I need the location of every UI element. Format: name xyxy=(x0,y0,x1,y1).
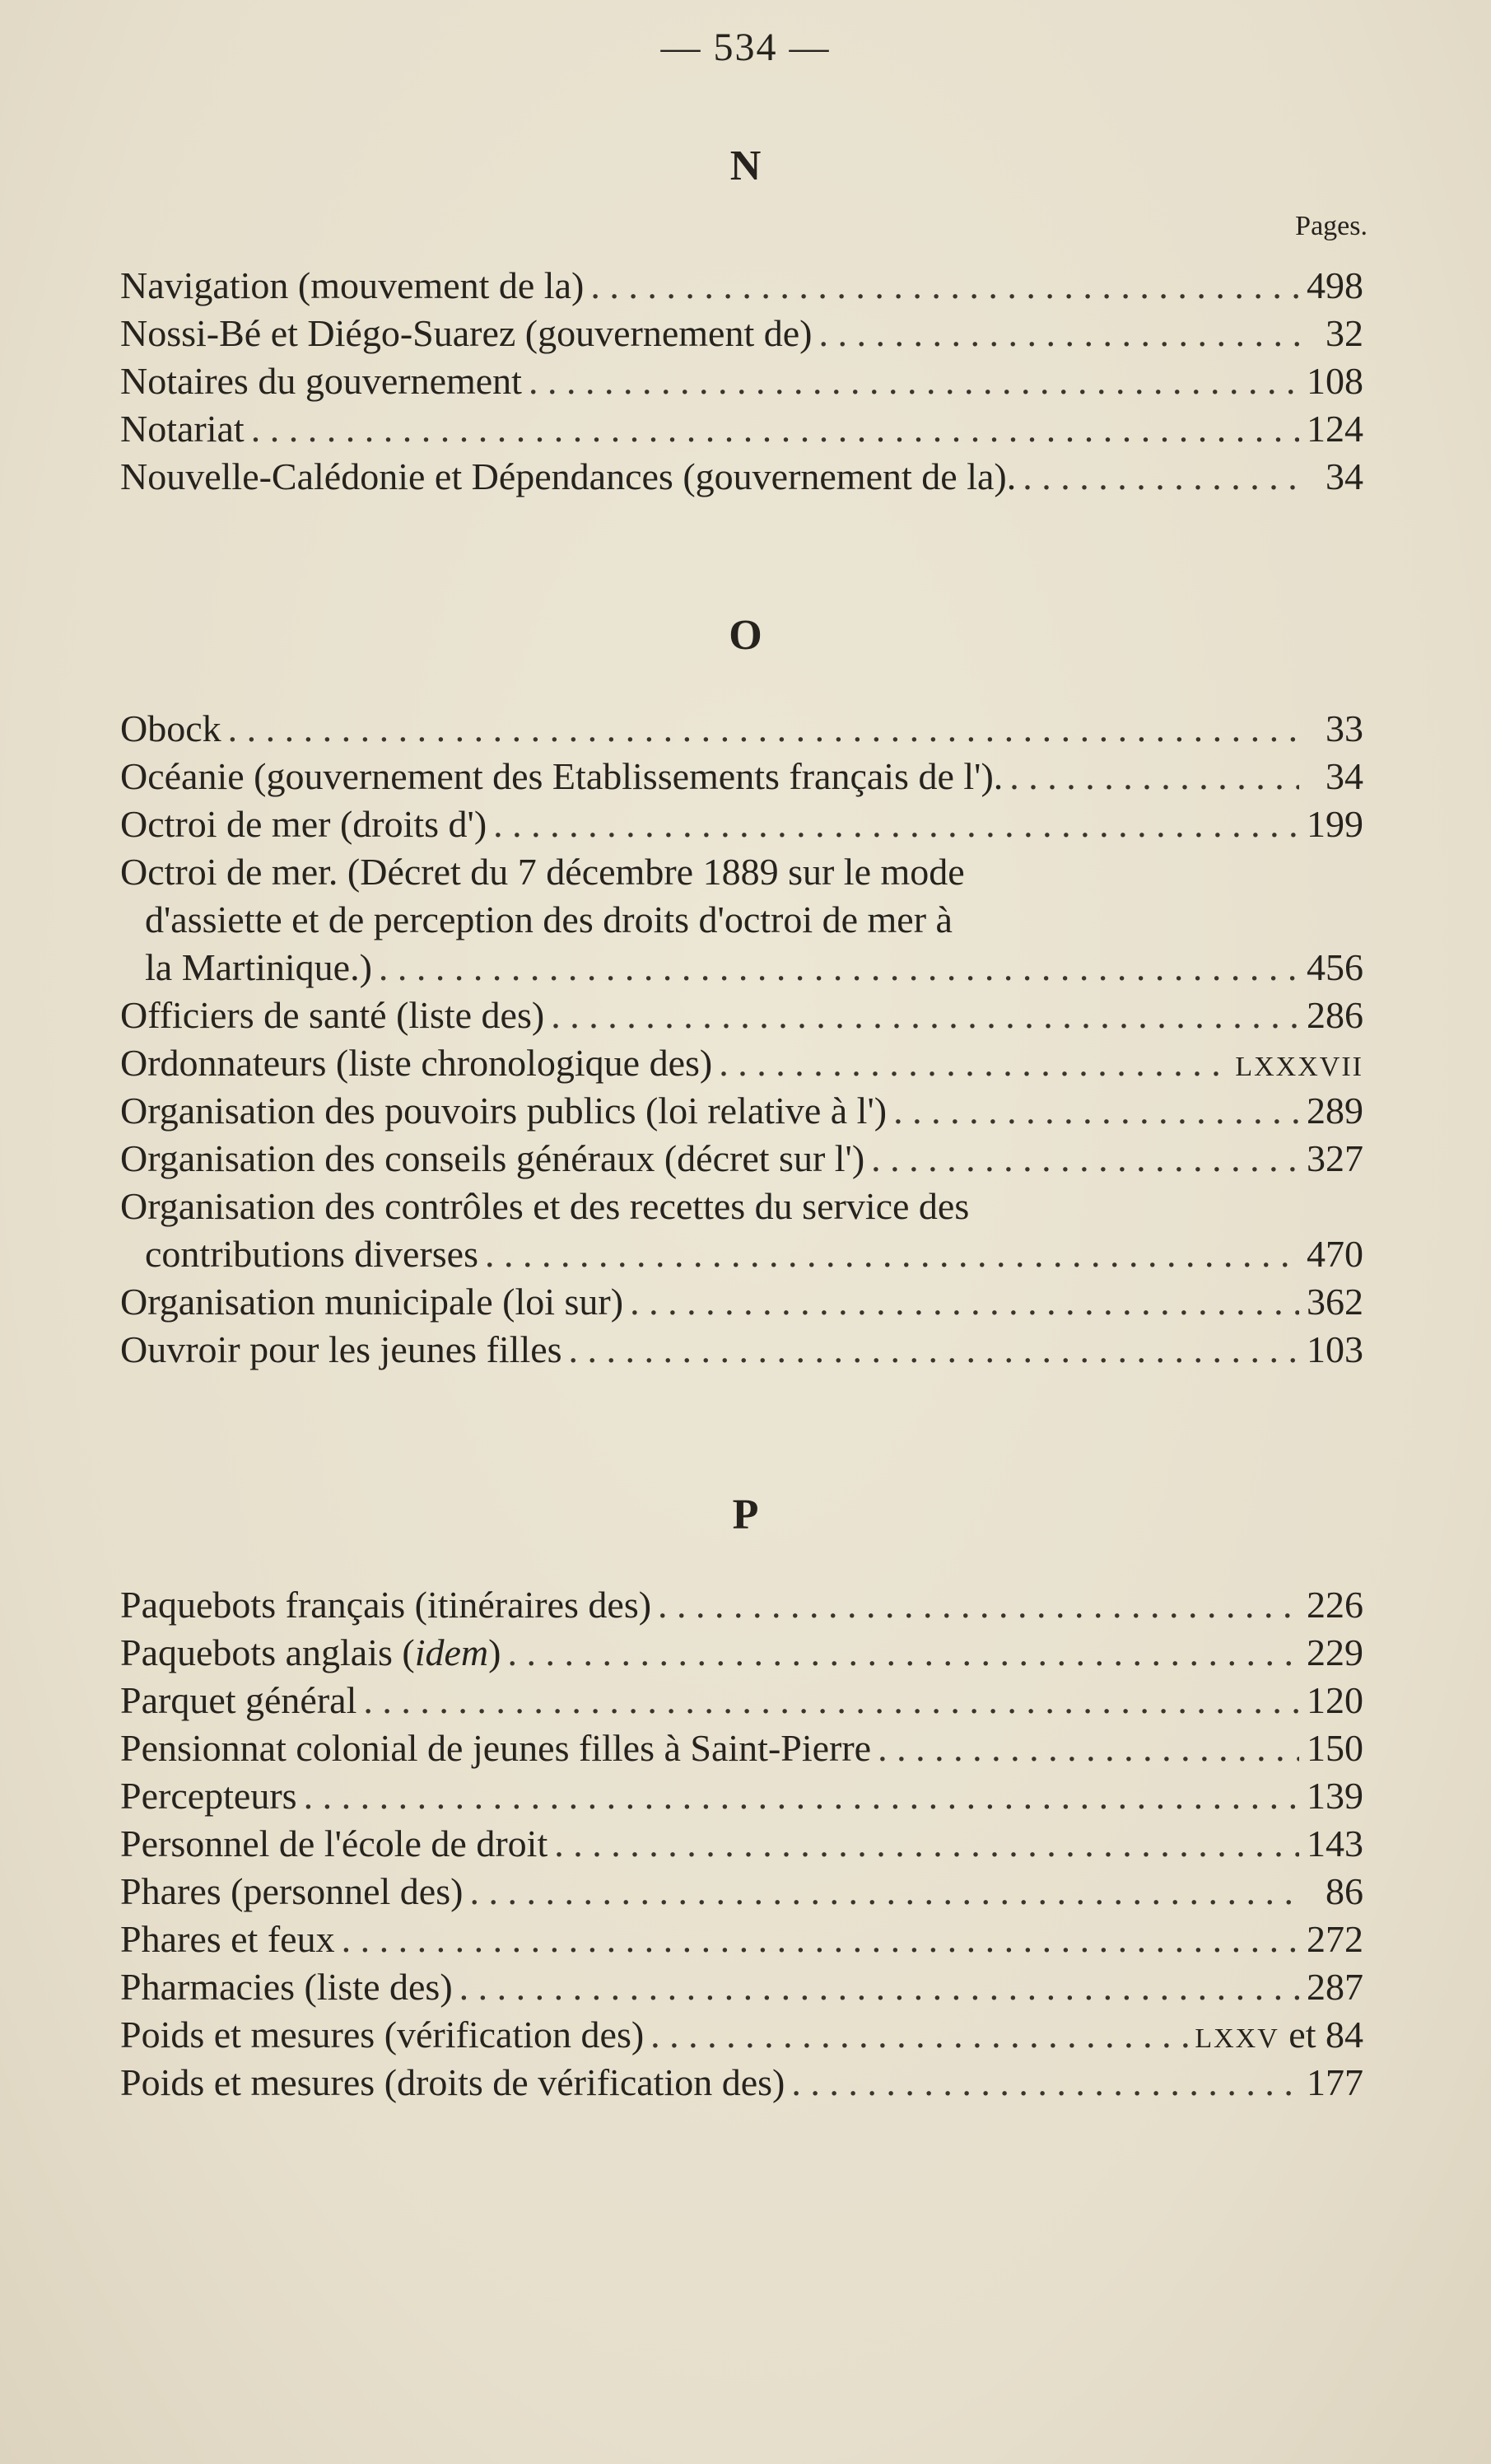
leader-dots xyxy=(791,2059,1299,2107)
leader-dots xyxy=(251,405,1299,453)
entry-page: 327 xyxy=(1307,1137,1363,1179)
leader-dots xyxy=(363,1677,1299,1724)
index-entry xyxy=(120,1278,1363,1326)
entry-page: 272 xyxy=(1307,1918,1363,1960)
entry-page: 498 xyxy=(1307,264,1363,306)
section-letter-p: P xyxy=(732,1491,759,1538)
leader-dots xyxy=(658,1581,1299,1629)
entry-title: Octroi de mer (droits d') xyxy=(120,803,487,845)
entry-title: Obock xyxy=(120,707,221,749)
entry-title: Océanie (gouvernement des Etablissements français de l'). xyxy=(120,755,1004,797)
entry-page: 86 xyxy=(1326,1870,1363,1912)
index-entry xyxy=(120,705,1363,753)
leader-dots xyxy=(1023,453,1299,501)
index-entry xyxy=(120,2059,1363,2107)
leader-dots xyxy=(878,1724,1299,1772)
leader-dots xyxy=(551,992,1299,1039)
entry-title-italic: idem xyxy=(414,1631,489,1673)
entry-title: contributions diverses xyxy=(145,1233,478,1275)
leader-dots xyxy=(228,705,1299,753)
index-entry xyxy=(120,1230,1363,1278)
entry-page: 33 xyxy=(1326,707,1363,749)
index-entry xyxy=(120,1868,1363,1916)
index-entry xyxy=(120,310,1363,357)
index-entry xyxy=(120,944,1363,992)
entry-title: Ouvroir pour les jeunes filles xyxy=(120,1328,562,1370)
index-entry xyxy=(120,1677,1363,1724)
entry-title: Poids et mesures (vérification des) xyxy=(120,2014,645,2056)
leader-dots xyxy=(1009,753,1299,800)
entry-title: Pharmacies (liste des) xyxy=(120,1966,453,2008)
entry-page: 289 xyxy=(1307,1090,1363,1132)
leader-dots xyxy=(529,357,1299,405)
entry-page: 229 xyxy=(1307,1631,1363,1673)
entry-title: Nouvelle-Calédonie et Dépendances (gouvernement de la). xyxy=(120,455,1017,497)
entry-page: 150 xyxy=(1307,1727,1363,1769)
entry-page-roman: LXXV xyxy=(1195,2023,1279,2054)
entry-title: Poids et mesures (droits de vérification des) xyxy=(120,2061,785,2103)
leader-dots xyxy=(493,800,1299,848)
entry-title: Organisation des conseils généraux (décret sur l') xyxy=(120,1137,865,1179)
entry-page: 470 xyxy=(1307,1233,1363,1275)
index-entry xyxy=(120,1916,1363,1963)
index-entry xyxy=(120,1772,1363,1820)
leader-dots xyxy=(819,310,1300,357)
entry-title: Organisation des pouvoirs publics (loi relative à l') xyxy=(120,1090,888,1132)
entry-page: 32 xyxy=(1326,312,1363,354)
leader-dots xyxy=(590,262,1299,310)
entry-title-text: Paquebots anglais ( xyxy=(120,1631,415,1673)
entry-title: Pensionnat colonial de jeunes filles à Saint-Pierre xyxy=(120,1727,872,1769)
index-entry xyxy=(120,1820,1363,1868)
entry-page: 143 xyxy=(1307,1822,1363,1864)
entry-title: Ordonnateurs (liste chronologique des) xyxy=(120,1042,713,1084)
leader-dots xyxy=(507,1629,1299,1677)
index-entry xyxy=(120,1581,1363,1629)
entry-title: Organisation municipale (loi sur) xyxy=(120,1281,624,1323)
entry-page: 362 xyxy=(1307,1281,1363,1323)
index-entry xyxy=(120,753,1363,800)
index-entry xyxy=(120,992,1363,1039)
entry-title: Percepteurs xyxy=(120,1775,297,1817)
entry-title: Nossi-Bé et Diégo-Suarez (gouvernement de) xyxy=(120,312,813,354)
section-letter-o: O xyxy=(729,612,762,659)
entry-title: Parquet général xyxy=(120,1679,357,1721)
leader-dots xyxy=(342,1916,1299,1963)
leader-dots xyxy=(379,944,1299,992)
entry-title xyxy=(120,1629,501,1677)
entry-title-line: Octroi de mer. (Décret du 7 décembre 1889 sur le mode xyxy=(120,851,965,893)
entry-title: Phares et feux xyxy=(120,1918,335,1960)
index-entry xyxy=(120,1135,1363,1183)
index-entry xyxy=(120,1087,1363,1135)
leader-dots xyxy=(719,1039,1228,1087)
leader-dots xyxy=(304,1772,1299,1820)
entry-title-line: Organisation des contrôles et des recettes du service des xyxy=(120,1185,970,1227)
entry-page: 286 xyxy=(1307,994,1363,1036)
index-entry xyxy=(120,2011,1363,2063)
entry-page: 34 xyxy=(1326,755,1363,797)
leader-dots xyxy=(554,1820,1299,1868)
entry-page: 199 xyxy=(1307,803,1363,845)
entry-title: Paquebots français (itinéraires des) xyxy=(120,1584,652,1626)
leader-dots xyxy=(650,2011,1188,2059)
pages-column-header: Pages. xyxy=(1295,211,1368,241)
entry-page: 456 xyxy=(1307,946,1363,988)
entry-page: 103 xyxy=(1307,1328,1363,1370)
page-number: — 534 — xyxy=(660,26,831,69)
entry-title: Officiers de santé (liste des) xyxy=(120,994,545,1036)
index-entry xyxy=(120,1326,1363,1374)
entry-page: 287 xyxy=(1307,1966,1363,2008)
entry-title-end: ) xyxy=(488,1631,501,1673)
leader-dots xyxy=(569,1326,1299,1374)
index-entry xyxy=(120,453,1363,501)
entry-page: 34 xyxy=(1326,455,1363,497)
index-entry xyxy=(120,357,1363,405)
entry-title-line: d'assiette et de perception des droits d'octroi de mer à xyxy=(145,898,953,940)
entry-page xyxy=(1195,2011,1363,2063)
entry-page: 226 xyxy=(1307,1584,1363,1626)
leader-dots xyxy=(469,1868,1299,1916)
entry-title: Notaires du gouvernement xyxy=(120,360,522,402)
entry-page: LXXXVII xyxy=(1235,1052,1363,1082)
entry-title: la Martinique.) xyxy=(145,946,372,988)
entry-title: Personnel de l'école de droit xyxy=(120,1822,548,1864)
index-entry xyxy=(120,1724,1363,1772)
leader-dots xyxy=(630,1278,1299,1326)
entry-page: 124 xyxy=(1307,408,1363,450)
entry-title: Phares (personnel des) xyxy=(120,1870,464,1912)
entry-title: Notariat xyxy=(120,408,245,450)
section-letter-n: N xyxy=(729,142,762,189)
entry-page: 120 xyxy=(1307,1679,1363,1721)
entry-page: 108 xyxy=(1307,360,1363,402)
leader-dots xyxy=(459,1963,1299,2011)
index-entry xyxy=(120,405,1363,453)
leader-dots xyxy=(871,1135,1299,1183)
index-entry xyxy=(120,1963,1363,2011)
index-entry xyxy=(120,1039,1363,1091)
entry-page-rest: et 84 xyxy=(1288,2014,1363,2056)
entry-page: 139 xyxy=(1307,1775,1363,1817)
leader-dots xyxy=(893,1087,1299,1135)
leader-dots xyxy=(485,1230,1299,1278)
index-entry xyxy=(120,262,1363,310)
index-entry xyxy=(120,800,1363,848)
index-entry xyxy=(120,1629,1363,1677)
entry-page: 177 xyxy=(1307,2061,1363,2103)
entry-title: Navigation (mouvement de la) xyxy=(120,264,585,306)
